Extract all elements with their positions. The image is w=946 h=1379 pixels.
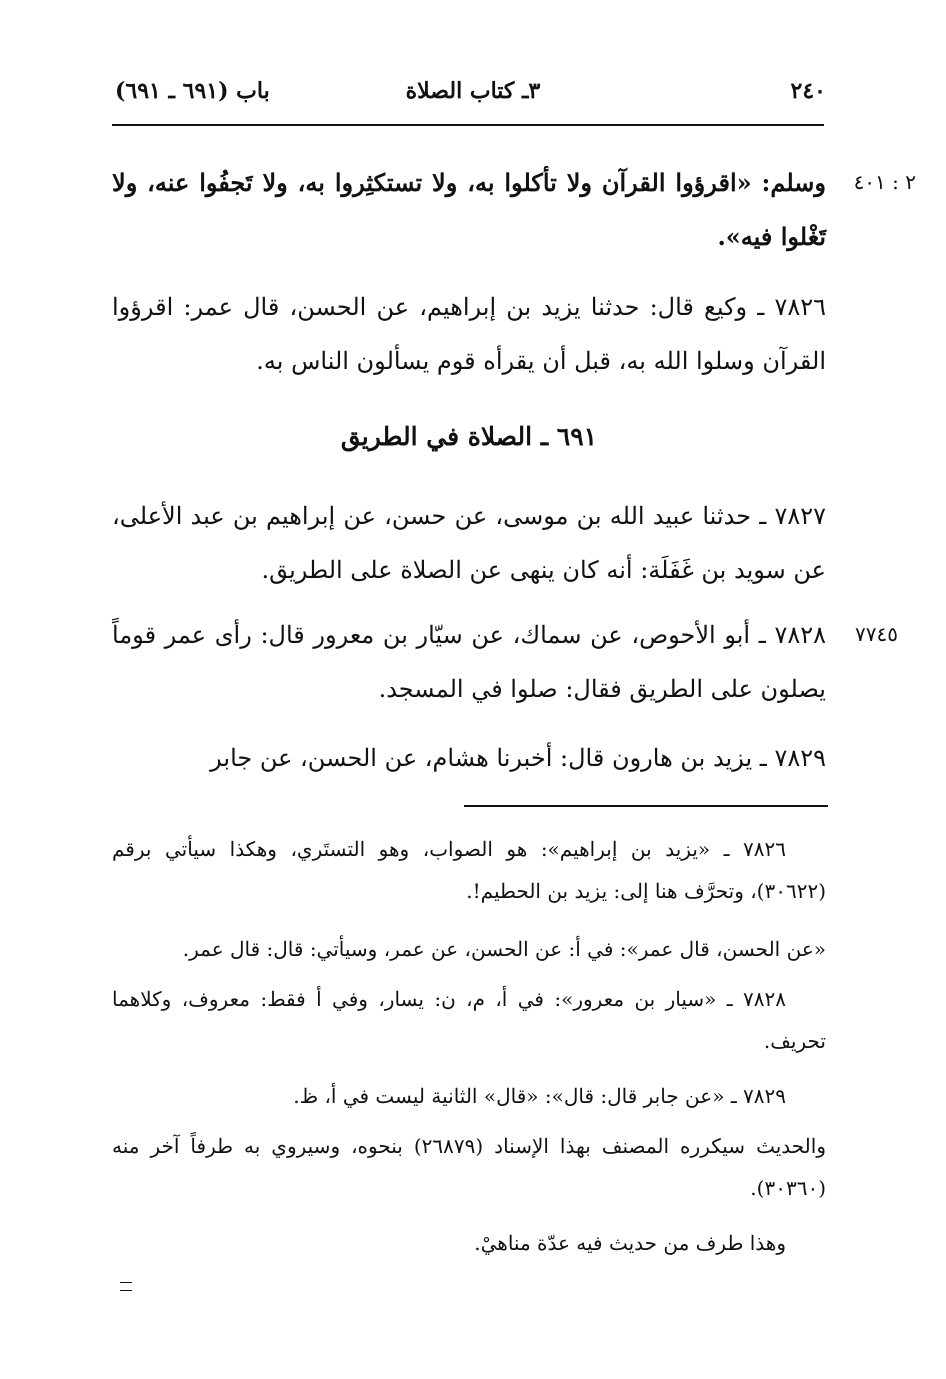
footnote-7829: ٧٨٢٩ ـ «عن جابر قال: قال»: «قال» الثانية ليست في أ، ظ.: [293, 1084, 786, 1108]
footnote-7826: ٧٨٢٦ ـ «يزيد بن إبراهيم»: هو الصواب، وهو التستَري، وهكذا سيأتي برقم (٣٠٦٢٢)، وتحرَّف هنا إلى: يزيد بن الحطيم!.: [112, 837, 826, 903]
footnote-7826-b: «عن الحسن، قال عمر»: في أ: عن الحسن، عن عمر، وسيأتي: قال: قال عمر.: [182, 937, 826, 961]
hadith-7829: ٧٨٢٩ ـ يزيد بن هارون قال: أخبرنا هشام، عن الحسن، عن جابر: [210, 744, 826, 772]
book-title: ٣ـ كتاب الصلاة: [405, 78, 541, 104]
hadith-7827: ٧٨٢٧ ـ حدثنا عبيد الله بن موسى، عن حسن، عن إبراهيم بن عبد الأعلى، عن سويد بن غَفَلَة: أنه كان ينهى عن الصلاة على الطريق.: [112, 502, 826, 584]
hadith-7826: ٧٨٢٦ ـ وكيع قال: حدثنا يزيد بن إبراهيم، عن الحسن، قال عمر: اقرؤوا القرآن وسلوا الله به، قبل أن يقرأه قوم يسألون الناس به.: [112, 293, 826, 375]
continuation-mark: [120, 1282, 132, 1291]
footnote-7829-b: والحديث سيكرره المصنف بهذا الإسناد (٢٦٨٧٩) بنحوه، وسيروي به طرفاً آخر منه (٣٠٣٦٠).: [112, 1134, 826, 1200]
margin-ref-1: ٢ : ٤٠١: [853, 170, 916, 194]
footnote-7828: ٧٨٢٨ ـ «سيار بن معرور»: في أ، م، ن: يسار، وفي أ فقط: معروف، وكلاهما تحريف.: [112, 987, 826, 1053]
page-number: ٢٤٠: [790, 78, 826, 104]
section-heading: ٦٩١ ـ الصلاة في الطريق: [340, 422, 598, 451]
header-rule: [112, 124, 824, 126]
margin-ref-2: ٧٧٤٥: [855, 622, 898, 646]
hadith-7828: ٧٨٢٨ ـ أبو الأحوص، عن سماك، عن سيّار بن معرور قال: رأى عمر قوماً يصلون على الطريق فقال: صلوا في المسجد.: [112, 621, 826, 703]
footnote-rule: [464, 805, 828, 807]
paragraph-continuation: وسلم: «اقرؤوا القرآن ولا تأكلوا به، ولا تستكثِروا به، ولا تَجفُوا عنه، ولا تَغْلوا فيه».: [112, 168, 826, 251]
chapter-range: باب (٦٩١ ـ ٦٩١): [115, 78, 270, 104]
footnote-7829-c: وهذا طرف من حديث فيه عدّة مناهيْ.: [474, 1231, 786, 1255]
